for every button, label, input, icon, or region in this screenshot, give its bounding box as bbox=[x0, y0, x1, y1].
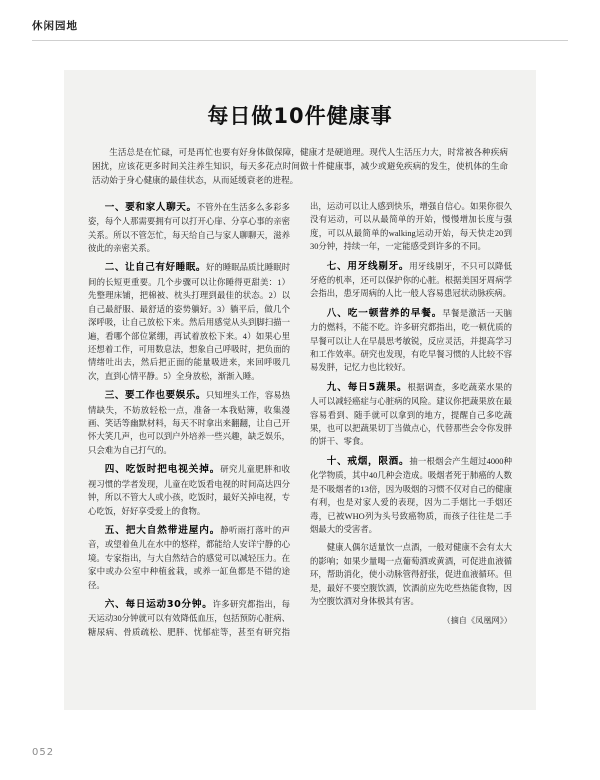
paragraph-heading: 五、把大自然带进屋内。 bbox=[104, 525, 221, 537]
paragraph-heading: 六、每日运动30分钟。 bbox=[104, 599, 213, 611]
paragraph-text: 静听雨打落叶的声音，或望着鱼儿在水中的悠样，都能给人安详宁静的心境。专家指出，与大自然结合的感觉可以减轻压力。在家中或办公室中种植盆栽，或养一缸鱼都是不错的途径。 bbox=[88, 526, 291, 590]
paragraph-text: 抽一根烟会产生超过4000种化学物质，其中40几种会造成。吸烟者死于肺癌的人数是不吸烟者的13倍，因为吸烟的习惯不仅对自己的健康有利，也是对家人爱的表现，因为二手烟比一手烟还毒，已被WHO列为头号致癌物质，而孩子往往是二手烟最大的受害者。 bbox=[310, 456, 513, 535]
paragraph-heading: 九、每日5蔬果。 bbox=[326, 381, 408, 393]
paragraph-text: 研究儿童肥胖和收视习惯的学者发现，儿童在吃饭看电视的时间高达四分钟，所以不管大人或小孩，吃饭时，最好关掉电视，专心吃饭，好好享受爱上的食物。 bbox=[88, 465, 291, 516]
paragraph-heading: 一、要和家人聊天。 bbox=[104, 201, 197, 213]
paragraph-heading: 七、用牙线剔牙。 bbox=[326, 260, 410, 272]
paragraph-text: 只知埋头工作，容易热情缺失，不妨放轻松一点，准备一本我贴簿，收集漫画、笑话等幽默材料，每天不时拿出来翻翻，让自己开怀大笑几声，也可以到户外培养一些兴趣，缺乏娱乐，只会难为自己打气的。 bbox=[88, 391, 291, 455]
paragraph-heading: 八、吃一顿营养的早餐。 bbox=[326, 307, 443, 319]
header-divider bbox=[32, 40, 568, 41]
paragraph-text: 用牙线剔牙，不只可以降低牙疮的机率，还可以保护你的心脏。根据美国牙周病学会指出，患牙周病的人比一般人容易患冠状动脉疾病。 bbox=[310, 261, 513, 299]
paragraph-text: 早餐是激活一天脑力的燃料，不能不吃。许多研究都指出，吃一顿优质的早餐可以让人在早晨思考敏锐，反应灵活，并提高学习和工作效率。研究也发现，有吃早餐习惯的人比较不容易发胖，记忆力也比较好。 bbox=[310, 308, 513, 373]
article-paragraph bbox=[88, 523, 290, 592]
article-body bbox=[88, 200, 512, 640]
article-paragraph bbox=[310, 306, 512, 375]
article-paragraph bbox=[310, 259, 512, 301]
paragraph-text: 好的睡眠品质比睡眠时间的长短更重要。几个步骤可以让你睡得更甜美：1）先整理床铺，把棉被、枕头打理到最佳的状态。2）以自己最舒服、最舒适的姿势躺好。3）躺平后，做几个深呼吸，让自己放松下来。然后用感觉从头到脚扫描一遍，看哪个部位紧绷，再试着放松下来。4）如果心里还想着工作，可用数息法，想象自己呼吸时，把负面的情绪吐出去，然后把正面的能量吸进来，来回呼吸几次，直到心情平静。5）全身放松，渐渐入睡。 bbox=[88, 263, 291, 381]
paragraph-heading: 二、让自己有好睡眠。 bbox=[104, 262, 207, 274]
paragraph-text: 不管外在生活多么多彩多姿，每个人那需要拥有可以打开心扉、分享心事的亲密关系。所以不管怎忙，每天给自己与家人聊聊天，滋养彼此的亲密关系。 bbox=[88, 202, 291, 253]
article-paragraph bbox=[88, 462, 290, 518]
paragraph-text: 许多研究都指出，每天运动30分钟就可以有效降低血压，包括预防心脏病、糖尿病、骨质疏松、肥胖、忧郁症等，甚至有研究指出，运动可以让人感到快乐，增强自信心。如果你很久没有运动，可以从最简单的开始，慢慢增加长度与强度，可以从最简单的walking运动开始，每天快走20到30分钟，持续一年，一定能感受到许多的不同。 bbox=[88, 201, 512, 637]
paragraph-text: 健康人偶尔适量饮一点酒，一般对健康不会有太大的影响；如果少量喝一点葡萄酒或黄酒，可促进血液循环，帮助消化，使小动脉管得舒张，促进血液循环。但是，最好不要空腹饮酒，饮酒前应先吃些热能食物，因为空腹饮酒对身体极其有害。 bbox=[310, 543, 512, 607]
article-paragraph bbox=[310, 454, 512, 537]
running-head: 休闲园地 bbox=[32, 20, 78, 32]
page-title: 每日做10件健康事 bbox=[207, 104, 393, 128]
paragraph-heading: 十、戒烟，限酒。 bbox=[326, 455, 410, 467]
article-lead: 生活总是在忙碌，可是再忙也要有好身体做保障，健康才是硬道理。现代人生活压力大，时常被各种疾病困扰，应该花更多时间关注养生知识，每天多花点时间做十件健康事，减少或避免疾病的发生，使机体的生命活动始于身心健康的最佳状态，从而延缓衰老的进程。 bbox=[92, 147, 508, 185]
article-paragraph bbox=[88, 260, 290, 383]
article-paragraph bbox=[88, 200, 290, 256]
page-number: 052 bbox=[32, 747, 55, 758]
article-paragraph bbox=[310, 380, 512, 449]
article-paragraph bbox=[310, 541, 512, 608]
article-panel bbox=[64, 70, 536, 710]
paragraph-heading: 四、吃饭时把电视关掉。 bbox=[104, 464, 221, 476]
article-paragraph bbox=[88, 388, 290, 457]
paragraph-heading: 三、要工作也要娱乐。 bbox=[104, 390, 207, 402]
article-source: （摘自《凤凰网》） bbox=[442, 615, 512, 625]
paragraph-text: 根据调查，多吃蔬菜水果的人可以减轻癌症与心脏病的风险。建议你把蔬果放在最容易看到、随手就可以拿到的地方，提醒自己多吃蔬果，也可以把蔬果切丁当做点心，代替那些会令你发胖的饼干、零食。 bbox=[310, 382, 513, 447]
